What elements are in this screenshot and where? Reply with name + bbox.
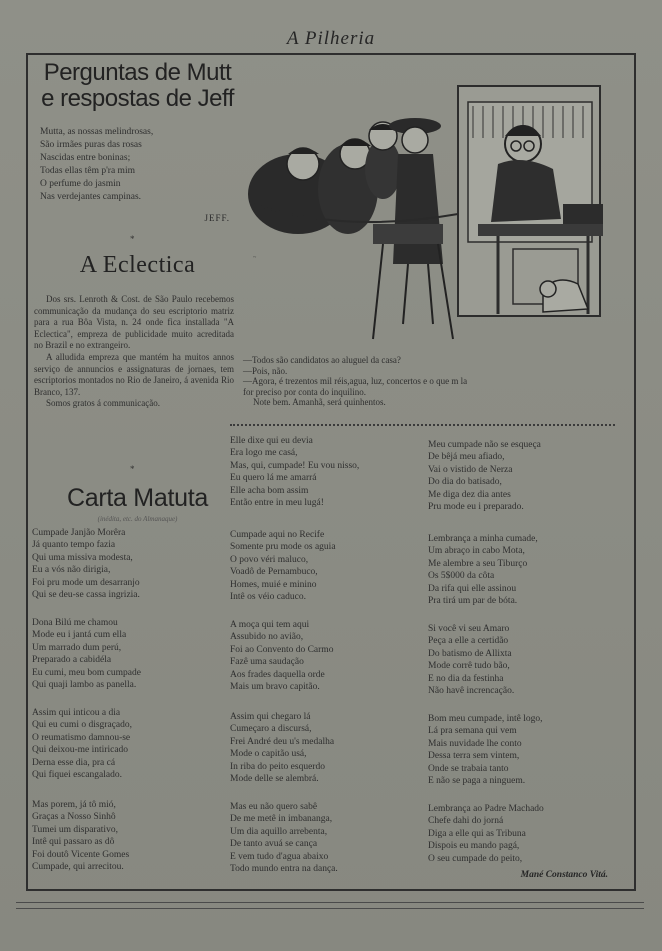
carta-subtitle: (inédita, etc. do Almanaque)	[97, 515, 178, 523]
stanza-line: Peça a elle a certidão	[428, 636, 509, 647]
stanza-line: Os 5$000 da côta	[428, 571, 495, 582]
stanza-line: Mas, qui, cumpade! Eu vou nisso,	[230, 460, 360, 471]
stanza-line: E não se paga a ninguem.	[428, 776, 526, 787]
stanza-line: Voadô de Pernambuco,	[230, 567, 318, 578]
stanza-line: Eu cumi, meu bom cumpade	[32, 667, 141, 678]
stanza-line: Um marrado dum perú,	[32, 642, 122, 653]
stanza-line: Elle dixe qui eu devia	[230, 436, 313, 446]
stanza-line: Cumeçaro a discursá,	[230, 724, 312, 735]
stanza-line: O reumatismo damnou-se	[32, 732, 131, 743]
poem-line: Todas ellas têm p'ra mim	[40, 166, 135, 176]
stanza-line: Intê os véio caduco.	[230, 592, 306, 603]
stanza-line: E vem tudo d'agua abaixo	[230, 851, 329, 862]
stanza-line: Cumpade, qui arrecitou.	[32, 862, 124, 873]
stanza-line: Frei André deu u's medalha	[230, 736, 335, 747]
caption-line: —Todos são candidatos ao aluguel da casa?	[243, 355, 401, 365]
stanza-line: Fazê uma saudação	[230, 657, 304, 668]
poem-line: Nascidas entre boninas;	[40, 153, 131, 163]
stanza	[428, 439, 618, 513]
stanza-line: Qui fiquei escangalado.	[32, 770, 122, 781]
stanza-line: Do batismo de Allixta	[428, 648, 512, 659]
stanza-line: Qui uma missiva modesta,	[32, 552, 133, 563]
stanza-line: Intê qui passaro as dô	[32, 837, 115, 848]
eclectica-text	[34, 294, 234, 410]
poem-line: Nas verdejantes campinas.	[40, 192, 142, 202]
mutt-title-line-2: e respostas de Jeff	[41, 85, 234, 112]
stanza-line: In riba do peito esquerdo	[230, 761, 325, 772]
lady-head	[402, 127, 428, 153]
stanza-line: Um dia aquillo arrebenta,	[230, 826, 328, 837]
stanza-line: Lembrança a minha cumade,	[428, 534, 538, 544]
stanza-line: Mode eu i jantá cum ella	[32, 630, 127, 641]
stanza-line: De tanto avuá se cança	[230, 839, 318, 850]
stanza-line: Lá pra semana qui vem	[428, 726, 517, 737]
stanza-line: Qui se deu-se cassa ingrizia.	[32, 590, 140, 601]
bottom-rule	[16, 908, 644, 909]
table	[373, 224, 443, 244]
stanza-line: A moça qui tem aqui	[230, 620, 310, 630]
artist-mark: ~	[253, 255, 257, 261]
stanza-line: Era logo me casá,	[230, 448, 298, 459]
stanza-line: Do dia do batisado,	[428, 477, 502, 488]
stanza-line: Eu a vós não dirigia,	[32, 565, 111, 576]
lady-dress	[393, 154, 443, 264]
carta-title: Carta Matuta	[67, 484, 208, 512]
stanza-line: Me diga dez dia antes	[428, 489, 511, 500]
stanza-line: Qui deixou-me intiricado	[32, 745, 129, 756]
stanza-line: Elle acha bom assim	[230, 485, 309, 496]
stanza-line: De bêjá meu afiado,	[428, 452, 505, 463]
stanza-line: Dona Bilú me chamou	[32, 618, 118, 628]
cartoon-illustration	[243, 84, 615, 350]
stanza	[230, 711, 420, 785]
stanza-line: Cumpade aqui no Recife	[230, 530, 325, 540]
poem-line: São irmães puras das rosas	[40, 140, 142, 150]
stanza-line: Mas eu não quero sabê	[230, 802, 318, 812]
stanza-line: De me metê in imbananga,	[230, 814, 333, 825]
stanza-line: Mode corrê tudo bão,	[428, 661, 510, 672]
jeff-signature: JEFF.	[204, 213, 230, 223]
cartoon-caption	[243, 355, 615, 408]
landlord-body	[491, 160, 561, 222]
caption-line: —Pois, não.	[243, 365, 288, 376]
stanza-line: Me alembre a seu Tiburço	[428, 558, 528, 569]
caption-line: for preciso por conta do inquilino.	[243, 386, 366, 397]
stanza-line: Assim qui inticou a dia	[32, 708, 121, 718]
stanza-line: E no dia da festinha	[428, 673, 504, 684]
poem-line: O perfume do jasmin	[40, 179, 121, 189]
stanza-line: Foi doutô Vicente Gomes	[32, 849, 130, 860]
stanza-line: Já quanto tempo fazia	[32, 540, 116, 551]
eclectica-paragraph: A alludida empreza que mantém ha muitos annos serviço de annuncios e assignaturas de jornaes, tem escriptorios montados no Rio de Janeiro, á avenida Rio Branco, 137.	[34, 351, 234, 397]
stanza-line: Então entre in meu lugá!	[230, 498, 324, 509]
stanza	[230, 435, 420, 509]
stanza-line: Pra tirá um par de bóta.	[428, 596, 518, 607]
ornament: *	[130, 464, 135, 474]
mutt-title	[40, 60, 235, 112]
stanza-line: Da rifa qui elle assinou	[428, 583, 517, 594]
stanza	[230, 619, 420, 693]
stanza-line: Cumpade Janjão Morêra	[32, 528, 126, 538]
stanza	[428, 623, 618, 697]
stanza	[32, 707, 222, 781]
stanza-line: Não havê increncação.	[428, 686, 515, 697]
eclectica-paragraph: Dos srs. Lenroth & Cost. de São Paulo recebemos communicação da mudança do seu escriptorio matriz para a rua Bôa Vista, n. 24 onde fica installada "A Eclectica", empreza de publicidade muito acreditada no Brazil e no extrangeiro.	[34, 294, 234, 351]
stanza-line: Mode delle se alembrá.	[230, 774, 319, 785]
stanza-line: Qui quaji lambo as panella.	[32, 680, 137, 691]
stanza-line: Lembrança ao Padre Machado	[428, 804, 544, 814]
masthead: A Pilheria	[286, 28, 376, 49]
stanza-line: Tumei um disparativo,	[32, 824, 118, 835]
poem-line: Mutta, as nossas melindrosas,	[40, 127, 154, 137]
stanza-line: Onde se trabaia tanto	[428, 763, 509, 774]
stanza-line: Si você vi seu Amaro	[428, 624, 510, 634]
stanza	[32, 527, 222, 601]
mutt-poem	[40, 126, 230, 204]
stanza-line: Eu quero lá me amarrá	[230, 473, 317, 484]
stanza-line: Bom meu cumpade, intê logo,	[428, 714, 543, 724]
stanza-line: Qui eu cumi o disgraçado,	[32, 720, 132, 731]
stanza	[230, 801, 420, 875]
carta-signature: Mané Constanco Vitá.	[520, 870, 608, 880]
stanza-line: Mais um bravo capitão.	[230, 682, 320, 693]
stanza-line: Um abraço in cabo Mota,	[428, 546, 525, 557]
typewriter	[563, 204, 603, 224]
stanza-line: Mas porem, já tô mió,	[32, 800, 116, 810]
stanza-line: O povo véri maluco,	[230, 554, 309, 565]
stanza-line: Aos frades daquella orde	[230, 669, 325, 680]
stanza-line: Meu cumpade não se esqueça	[428, 440, 541, 450]
stanza-line: Vai o vistido de Nerza	[428, 464, 513, 475]
stanza-line: Assim qui chegaro lá	[230, 712, 311, 722]
stanza-line: Homes, muié e minino	[230, 579, 317, 590]
dotted-divider	[230, 424, 615, 426]
stanza-line: Graças a Nosso Sinhô	[32, 812, 116, 823]
stanza-line: Foi pru mode um desarranjo	[32, 577, 140, 588]
stanza-line: Pru mode eu i preparado.	[428, 502, 524, 513]
stanza-line: Todo mundo entra na dança.	[230, 864, 338, 875]
stanza-line: Mode o capitão usá,	[230, 749, 307, 760]
stanza-line: Somente pru mode os aguia	[230, 542, 336, 553]
desk-top	[478, 224, 603, 236]
stanza-line: Assubido no avião,	[230, 632, 304, 643]
bottom-rule	[16, 902, 644, 903]
caption-line: —Agora, é trezentos mil réis,agua, luz, concertos e o que m la	[243, 376, 468, 387]
stanza	[32, 799, 222, 873]
ornament: *	[130, 234, 135, 244]
eclectica-paragraph: Somos gratos á communicação.	[46, 398, 160, 409]
stanza-line: Mais nuvidade lhe conto	[428, 738, 522, 749]
eclectica-title: A Eclectica	[79, 252, 196, 278]
stanza	[428, 533, 618, 607]
stanza-line: Dispois eu mando pagá,	[428, 841, 520, 852]
stanza	[428, 713, 618, 787]
stanza-line: Foi ao Convento do Carmo	[230, 644, 334, 655]
stanza-line: Chefe dahi do jorná	[428, 816, 504, 827]
stanza-line: Diga a elle qui as Tribuna	[428, 828, 526, 839]
stanza-line: O seu cumpade do peito,	[428, 853, 523, 864]
mutt-title-line-1: Perguntas de Mutt	[43, 59, 232, 86]
stanza	[32, 617, 222, 691]
stanza-line: Preparado a cabidéla	[32, 655, 112, 666]
stanza-line: Derna esse dia, pra cá	[32, 757, 116, 768]
stanza	[230, 529, 420, 603]
stanza	[428, 803, 618, 865]
stanza-line: Dessa terra sem vintem,	[428, 751, 520, 762]
caption-line: Note bem. Amanhã, será quinhentos.	[253, 397, 386, 408]
